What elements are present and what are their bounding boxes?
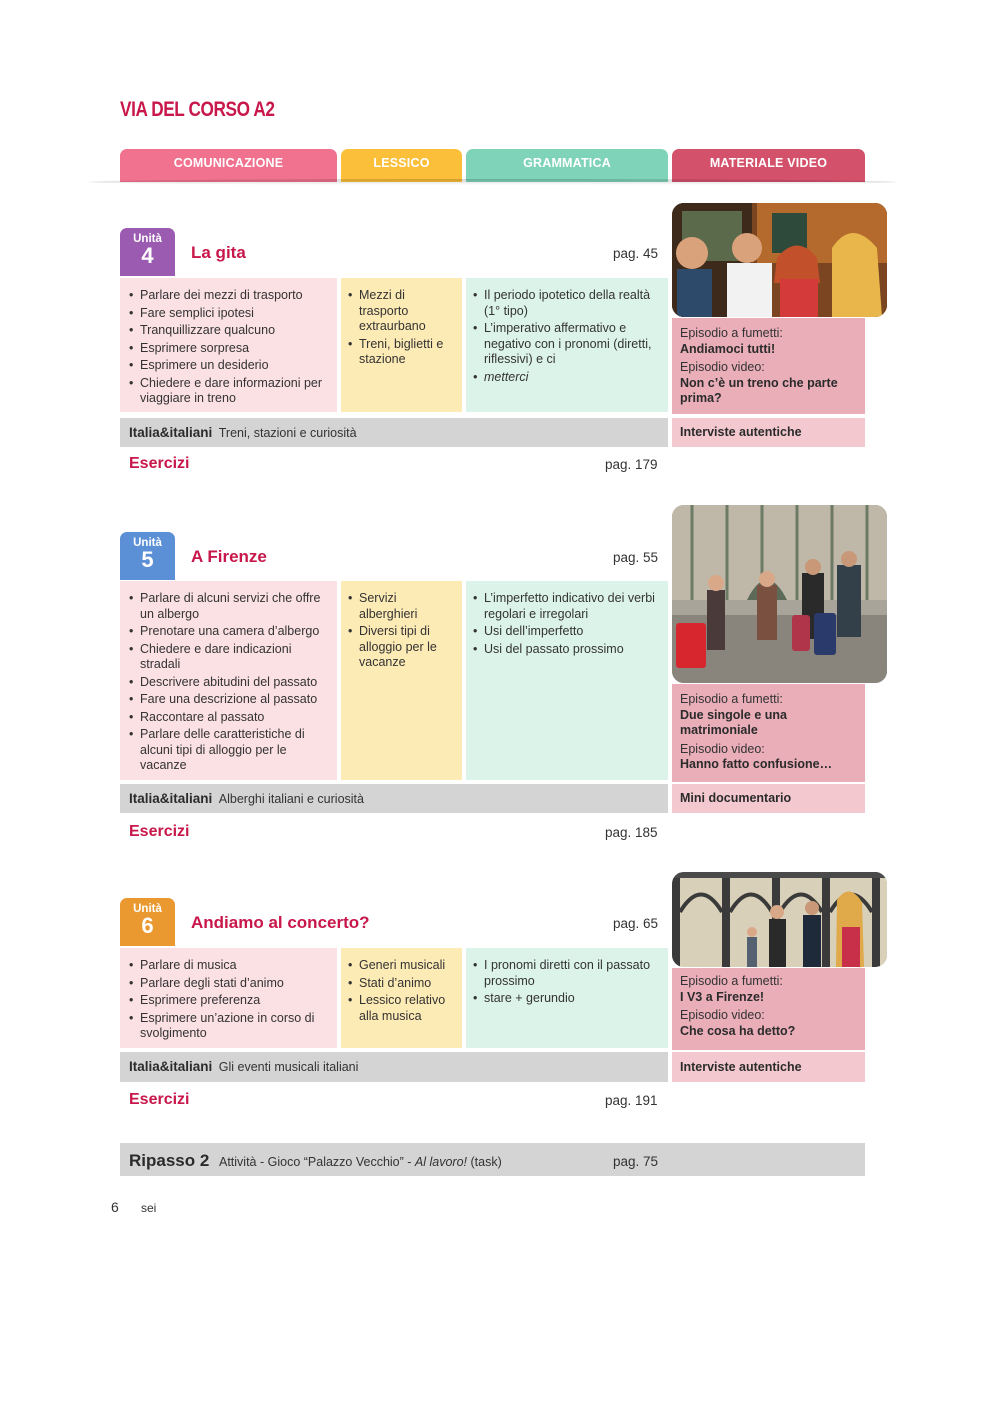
list-item: • Treni, biglietti e stazione xyxy=(348,337,457,368)
unit-badge xyxy=(120,228,175,276)
italia-text: Gli eventi musicali italiani xyxy=(218,1060,359,1074)
list-item: • Il periodo ipotetico della realtà (1° tipo) xyxy=(473,288,662,319)
comic-illustration-art xyxy=(672,203,887,317)
esercizi-link[interactable]: Esercizi xyxy=(129,823,190,840)
list-item: • Esprimere un’azione in corso di svolgimento xyxy=(129,1011,331,1042)
list-item: • Fare semplici ipotesi xyxy=(129,306,331,322)
video-title: Hanno fatto confusione… xyxy=(680,757,833,771)
list-item: • Parlare dei mezzi di trasporto xyxy=(129,288,331,304)
unit-4-lessico xyxy=(341,278,462,412)
list-item: • Diversi tipi di alloggio per le vacanze xyxy=(348,624,457,671)
italia-video: Interviste autentiche xyxy=(672,1052,865,1082)
video-label: Episodio video: xyxy=(680,360,765,374)
ripasso-desc-b: Al lavoro! xyxy=(414,1155,468,1169)
list-item: • Usi dell’imperfetto xyxy=(473,624,662,640)
unit-5-grammatica xyxy=(466,581,668,780)
list-item: • Parlare di musica xyxy=(129,958,331,974)
header-lessico: LESSICO xyxy=(341,149,462,182)
list-item: • L’imperfetto indicativo dei verbi regolari e irregolari xyxy=(473,591,662,622)
list-item: • Esprimere preferenza xyxy=(129,993,331,1009)
unit-4-comunicazione xyxy=(120,278,337,412)
unit-number: 4 xyxy=(141,243,154,268)
list-item: • Stati d’animo xyxy=(348,976,457,992)
unit-4-video xyxy=(672,318,865,414)
fumetti-title: I V3 a Firenze! xyxy=(680,989,765,1004)
video-label: Episodio video: xyxy=(680,1008,765,1022)
italia-italiani-bar xyxy=(120,784,668,813)
ripasso-page: pag. 75 xyxy=(613,1154,659,1169)
page-number-word: sei xyxy=(141,1201,157,1215)
italia-label: Italia&italiani xyxy=(129,1059,213,1074)
italia-label: Italia&italiani xyxy=(129,425,213,440)
unit-6-grammatica xyxy=(466,948,668,1048)
unit-4-grammatica xyxy=(466,278,668,412)
list-item: • Servizi alberghieri xyxy=(348,591,457,622)
unit-badge xyxy=(120,898,175,946)
ripasso-desc-a: Attività - Gioco “Palazzo Vecchio” - xyxy=(219,1155,415,1169)
unit-6-comunicazione xyxy=(120,948,337,1048)
unit-5-comunicazione xyxy=(120,581,337,780)
fumetti-label: Episodio a fumetti: xyxy=(680,326,783,340)
photo-florence-art xyxy=(672,505,887,683)
unit-5-video xyxy=(672,684,865,782)
unit-label: Unità xyxy=(133,903,162,915)
list-item: • I pronomi diretti con il passato prossimo xyxy=(473,958,662,989)
list-item: • Generi musicali xyxy=(348,958,457,974)
list-item: • Raccontare al passato xyxy=(129,710,331,726)
list-item: • Descrivere abitudini del passato xyxy=(129,675,331,691)
unit-5-lessico xyxy=(341,581,462,780)
list-item: • Chiedere e dare informazioni per viaggiare in treno xyxy=(129,376,331,407)
header-materiale-video: MATERIALE VIDEO xyxy=(672,149,865,182)
esercizi-link[interactable]: Esercizi xyxy=(129,1091,190,1108)
comic-illustration-unit-6 xyxy=(672,872,887,967)
unit-number: 6 xyxy=(141,913,154,938)
unit-label: Unità xyxy=(133,537,162,549)
ripasso-title: Ripasso 2 xyxy=(129,1151,210,1170)
esercizi-link[interactable]: Esercizi xyxy=(129,455,190,472)
italia-italiani-bar xyxy=(120,1052,668,1082)
italia-video: Interviste autentiche xyxy=(672,418,865,447)
italia-label: Italia&italiani xyxy=(129,791,213,806)
unit-title: A Firenze xyxy=(191,547,267,566)
italia-text: Alberghi italiani e curiosità xyxy=(218,792,364,806)
fumetti-label: Episodio a fumetti: xyxy=(680,974,783,988)
unit-badge xyxy=(120,532,175,580)
ripasso-description xyxy=(219,1155,502,1169)
unit-title: Andiamo al concerto? xyxy=(191,913,370,932)
list-item: • stare + gerundio xyxy=(473,991,662,1007)
page-number: 6 xyxy=(111,1199,119,1215)
list-item: • Chiedere e dare indicazioni stradali xyxy=(129,642,331,673)
video-title: Non c’è un treno che parte prima? xyxy=(680,375,838,405)
italia-text: Treni, stazioni e curiosità xyxy=(218,426,357,440)
comic-illustration-unit-4 xyxy=(672,203,887,317)
italia-video: Mini documentario xyxy=(672,784,865,813)
ripasso-desc-c: (task) xyxy=(467,1155,502,1169)
fumetti-label: Episodio a fumetti: xyxy=(680,692,783,706)
list-item: • Lessico relativo alla musica xyxy=(348,993,457,1024)
video-label: Episodio video: xyxy=(680,741,765,756)
list-item: • Parlare delle caratteristiche di alcuni tipi di alloggio per le vacanze xyxy=(129,727,331,774)
comic-arches-art xyxy=(672,872,887,967)
unit-number: 5 xyxy=(141,547,154,572)
list-item: • Esprimere sorpresa xyxy=(129,341,331,357)
unit-page: pag. 65 xyxy=(613,916,659,931)
list-item: • Parlare di alcuni servizi che offre un albergo xyxy=(129,591,331,622)
unit-page: pag. 55 xyxy=(613,550,659,565)
unit-6-lessico xyxy=(341,948,462,1048)
unit-title: La gita xyxy=(191,243,246,262)
fumetti-title: Andiamoci tutti! xyxy=(680,341,776,356)
book-logo: VIA DEL CORSO A2 xyxy=(120,98,275,121)
header-shadow xyxy=(88,179,898,185)
list-item: • Esprimere un desiderio xyxy=(129,358,331,374)
fumetti-title: Due singole e una matrimoniale xyxy=(680,707,787,737)
ripasso-bar xyxy=(120,1143,865,1176)
list-item: • Parlare degli stati d’animo xyxy=(129,976,331,992)
list-item: • Mezzi di trasporto extraurbano xyxy=(348,288,457,335)
header-comunicazione: COMUNICAZIONE xyxy=(120,149,337,182)
header-grammatica: GRAMMATICA xyxy=(466,149,668,182)
list-item: • Usi del passato prossimo xyxy=(473,642,662,658)
photo-florence-unit-5 xyxy=(672,505,887,683)
list-item: • Tranquillizzare qualcuno xyxy=(129,323,331,339)
list-item: • metterci xyxy=(473,370,662,386)
list-item: • Fare una descrizione al passato xyxy=(129,692,331,708)
list-item: • Prenotare una camera d’albergo xyxy=(129,624,331,640)
esercizi-page: pag. 185 xyxy=(605,825,658,840)
italia-italiani-bar xyxy=(120,418,668,447)
unit-6-video xyxy=(672,968,865,1050)
esercizi-page: pag. 191 xyxy=(605,1093,658,1108)
esercizi-page: pag. 179 xyxy=(605,457,658,472)
unit-label: Unità xyxy=(133,233,162,245)
unit-page: pag. 45 xyxy=(613,246,659,261)
list-item: • L’imperativo affermativo e negativo con i pronomi (diretti, riflessivi) e ci xyxy=(473,321,662,368)
video-title: Che cosa ha detto? xyxy=(680,1023,796,1038)
